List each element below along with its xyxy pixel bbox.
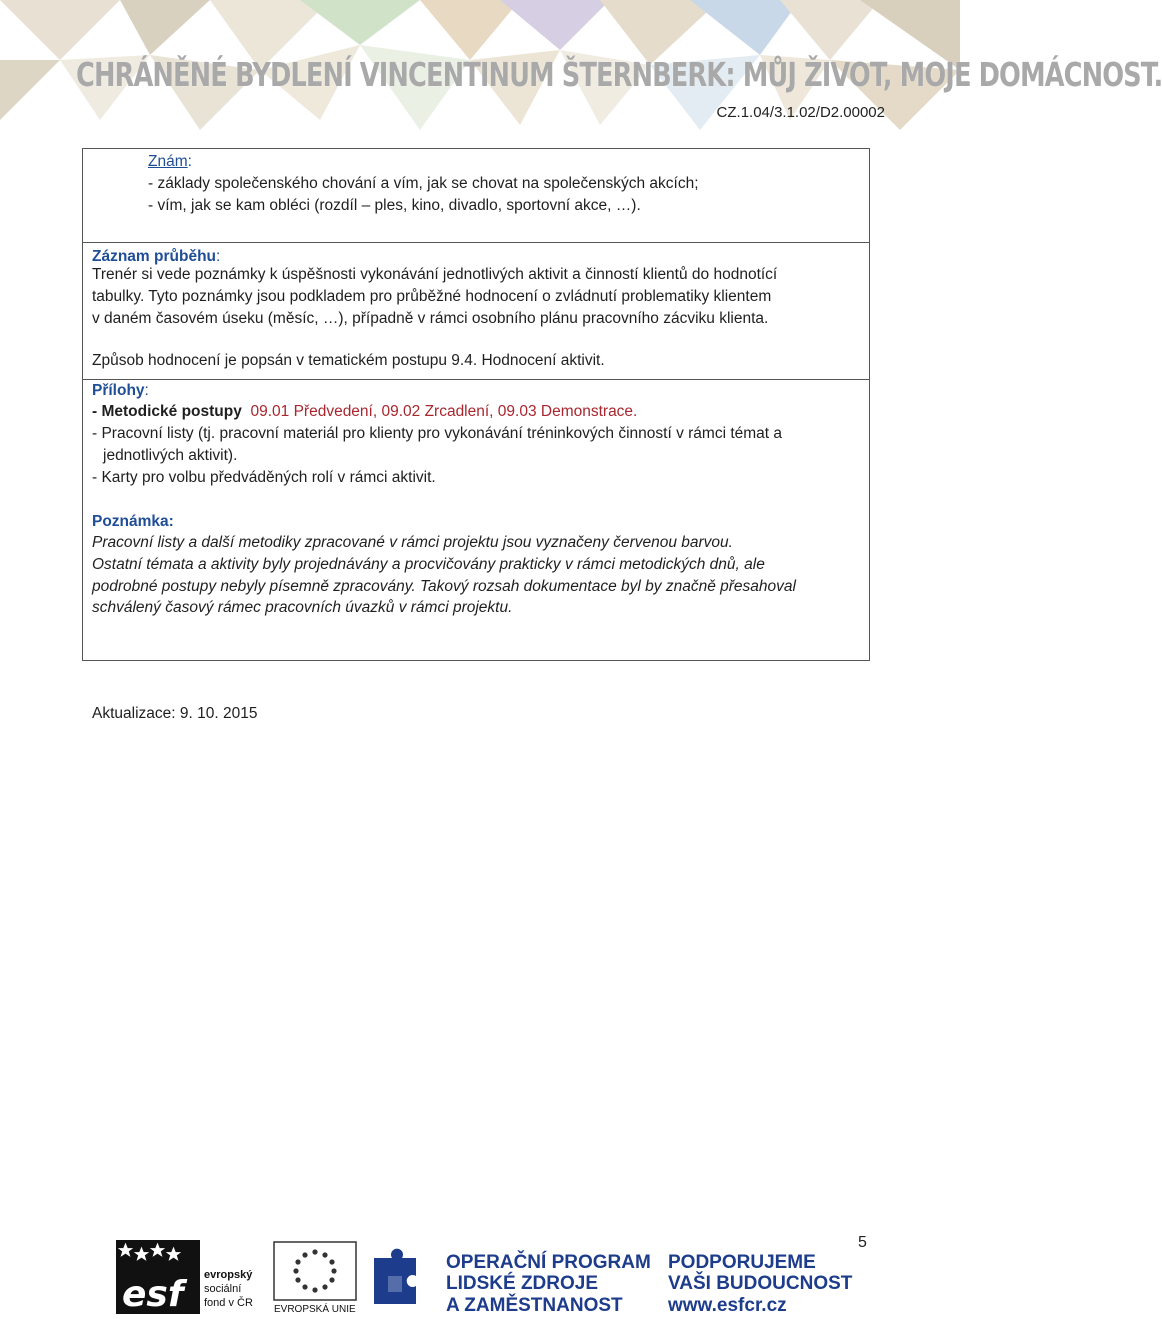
- prilohy-item-1-prefix: - Metodické postupy: [92, 403, 242, 420]
- op-line-2: LIDSKÉ ZDROJE: [446, 1273, 599, 1294]
- op-line-1: OPERAČNÍ PROGRAM: [446, 1252, 651, 1273]
- eu-flag-logo: [274, 1242, 356, 1315]
- project-code: CZ.1.04/3.1.02/D2.00002: [716, 104, 885, 121]
- znam-item-1: - základy společenského chování a vím, jak se chovat na společenských akcích;: [148, 175, 699, 192]
- prilohy-item-1-refs: 09.01 Předvedení, 09.02 Zrcadlení, 09.03 Demonstrace.: [250, 403, 638, 420]
- page-number: 5: [858, 1234, 867, 1251]
- zaznam-method: Způsob hodnocení je popsán v tematickém postupu 9.4. Hodnocení aktivit.: [92, 352, 605, 369]
- esf-logo: [116, 1240, 253, 1315]
- op-puzzle-icon: [374, 1249, 416, 1304]
- zaznam-line-1: Trenér si vede poznámky k úspěšnosti vykonávání jednotlivých aktivit a činností klientů do hodnotící: [92, 266, 778, 283]
- footer-logo-strip: [112, 1236, 853, 1318]
- zaznam-line-3: v daném časovém úseku (měsíc, …), případně v rámci osobního plánu pracovního zácviku klienta.: [92, 310, 769, 327]
- poznamka-line-1: Pracovní listy a další metodiky zpracované v rámci projektu jsou vyznačeny červenou barvou.: [92, 534, 733, 551]
- zaznam-line-2: tabulky. Tyto poznámky jsou podkladem pro průběžné hodnocení o zvládnutí problematiky klientem: [92, 288, 772, 305]
- op-text: [446, 1251, 651, 1316]
- poznamka-line-2: Ostatní témata a aktivity byly projednávány a procvičovány prakticky v rámci metodických dnů, ale: [92, 556, 765, 573]
- prilohy-item-2-line-1: - Pracovní listy (tj. pracovní materiál pro klienty pro vykonávání tréninkových činností v rámci témat a: [92, 425, 783, 442]
- support-text: [667, 1252, 853, 1316]
- poznamka-line-4: schválený časový rámec pracovních úvazků v rámci projektu.: [92, 599, 513, 616]
- znam-item-2: - vím, jak se kam obléci (rozdíl – ples, kino, divadlo, sportovní akce, …).: [148, 197, 641, 214]
- esf-caption-2: sociální: [204, 1283, 242, 1295]
- esf-logo-text: esf: [122, 1274, 184, 1315]
- esf-caption-1: evropský: [204, 1269, 253, 1281]
- support-line-2: VAŠI BUDOUCNOST: [668, 1273, 853, 1294]
- zaznam-label: Záznam průběhu: [92, 248, 217, 265]
- znam-label-suffix: :: [187, 153, 192, 170]
- znam-label: Znám: [148, 153, 188, 170]
- page-header: [0, 0, 1162, 148]
- esf-caption-3: fond v ČR: [204, 1297, 253, 1309]
- poznamka-line-3: podrobné postupy nebyly písemně zpracovány. Takový rozsah dokumentace byl by značně přesahoval: [92, 578, 796, 595]
- prilohy-item-3: - Karty pro volbu předváděných rolí v rámci aktivit.: [92, 469, 436, 486]
- prilohy-label-suffix: :: [144, 382, 149, 399]
- header-title: CHRÁNĚNÉ BYDLENÍ VINCENTINUM ŠTERNBERK: MŮJ ŽIVOT, MOJE DOMÁCNOST.: [76, 55, 1162, 94]
- prilohy-item-1: [92, 401, 637, 423]
- support-website: www.esfcr.cz: [668, 1295, 787, 1316]
- znam-heading: [148, 151, 192, 173]
- prilohy-item-2-line-2: jednotlivých aktivit).: [103, 447, 238, 464]
- update-date: Aktualizace: 9. 10. 2015: [92, 705, 258, 722]
- zaznam-label-suffix: :: [216, 248, 221, 265]
- prilohy-heading: [92, 380, 149, 402]
- op-line-3: A ZAMĚSTNANOST: [446, 1295, 623, 1316]
- eu-caption: EVROPSKÁ UNIE: [274, 1304, 356, 1315]
- prilohy-label: Přílohy: [92, 382, 145, 399]
- poznamka-heading: Poznámka:: [92, 513, 174, 530]
- support-line-1: PODPORUJEME: [668, 1252, 816, 1273]
